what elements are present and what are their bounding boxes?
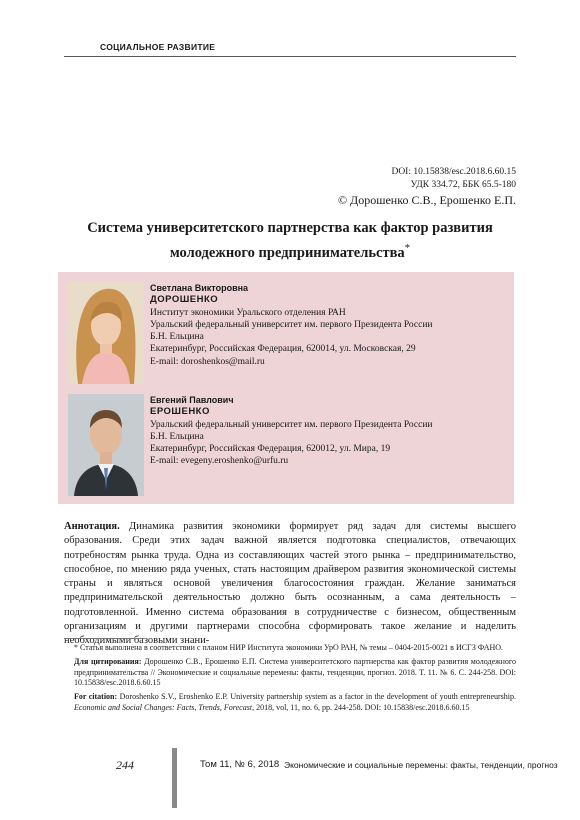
author-info-doroshenko	[150, 282, 510, 368]
footer-journal: Экономические и социальные перемены: факты, тенденции, прогноз	[284, 760, 558, 770]
footnotes	[64, 643, 516, 717]
author-photo-eroshenko	[68, 394, 144, 496]
author-affiliation: Уральский федеральный университет им. первого Президента России	[150, 419, 433, 430]
funding-footnote: * Статья выполнена в соответствии с планом НИР Института экономики УрО РАН, № темы – 0404-2015-0021 в ИСГЗ ФАНО.	[74, 643, 504, 652]
citation-en-text: Doroshenko S.V., Eroshenko E.P. University partnership system as a factor in the development of youth entrepreneurship.	[119, 692, 517, 702]
page-number: 244	[116, 758, 134, 772]
footer-divider	[172, 748, 177, 808]
title-footnote-mark: *	[404, 242, 411, 254]
author-address: Екатеринбург, Российская Федерация, 620014, ул. Московская, 29	[150, 344, 416, 355]
citation-ru	[64, 657, 516, 689]
citation-ru-label: Для цитирования:	[74, 656, 142, 666]
doi: DOI: 10.15838/esc.2018.6.60.15	[391, 167, 516, 177]
author-family-name: ДОРОШЕНКО	[150, 294, 219, 306]
author-photo-doroshenko	[68, 282, 144, 384]
author-affiliation: Институт экономики Уральского отделения РАН	[150, 307, 346, 318]
abstract	[64, 520, 516, 649]
article-title	[64, 218, 516, 263]
abstract-text: Динамика развития экономики формирует ряд задач для системы высшего образования. Среди этих задач важной является подготовка специалистов, отвечающих потребностям рынка труда. Одна из составляющих частей этого рынка – предпринимательство, способное, по мнению ряда ученых, стать настоящим драйвером развития экономической системы страны и являться основой увеличения благосостояния граждан. Желание заниматься предпринимательской деятельностью должно быть осознанным, а сама деятельность – подготовленной. Именно система образования в сотрудничестве с бизнесом, общественным организациям и другими партнерами способна сформировать такое желание и наделить необходимыми базовыми знани-	[64, 521, 516, 647]
author-affiliation: Б.Н. Ельцина	[150, 431, 204, 442]
author-affiliation: Уральский федеральный университет им. первого Президента России	[150, 319, 433, 330]
author-email: E-mail: doroshenkos@mail.ru	[150, 356, 265, 367]
header-rule	[64, 56, 516, 57]
citation-en	[64, 692, 516, 714]
title-line-2: молодежного предпринимательства	[169, 244, 405, 261]
citation-en-label: For citation:	[74, 692, 118, 702]
authors-box	[58, 272, 514, 504]
author-given-name: Евгений Павлович	[150, 395, 234, 405]
citation-en-details: , 2018, vol, 11, no. 6, pp. 244-258. DOI: 10.15838/esc.2018.6.60.15	[252, 702, 470, 712]
author-given-name: Светлана Викторовна	[150, 283, 249, 293]
author-family-name: ЕРОШЕНКО	[150, 406, 210, 418]
footer-volume: Том 11, № 6, 2018	[200, 759, 280, 770]
author-affiliation: Б.Н. Ельцина	[150, 332, 204, 343]
citation-en-journal: Economic and Social Changes: Facts, Trends, Forecast	[74, 702, 253, 712]
section-label: СОЦИАЛЬНОЕ РАЗВИТИЕ	[100, 42, 216, 52]
author-email: E-mail: evegeny.eroshenko@urfu.ru	[150, 456, 289, 467]
abstract-label: Аннотация.	[64, 521, 120, 532]
title-line-1: Система университетского партнерства как фактор развития	[87, 220, 493, 236]
udk-code: УДК 334.72, ББК 65.5-180	[410, 180, 516, 190]
citation-ru-text: Дорошенко С.В., Ерошенко Е.П. Система университетского партнерства как фактор развития молодежного предпринимательства // Экономические и социальные перемены: факты, тенденции, прогноз. 2018. Т. 11. № 6. С. 244-258. DOI: 10.15838/esc.2018.6.60.15	[74, 656, 517, 688]
author-address: Екатеринбург, Российская Федерация, 620012, ул. Мира, 19	[150, 444, 391, 455]
footnote-rule	[64, 638, 144, 639]
author-info-eroshenko	[150, 394, 510, 468]
copyright: © Дорошенко С.В., Ерошенко Е.П.	[337, 193, 516, 207]
